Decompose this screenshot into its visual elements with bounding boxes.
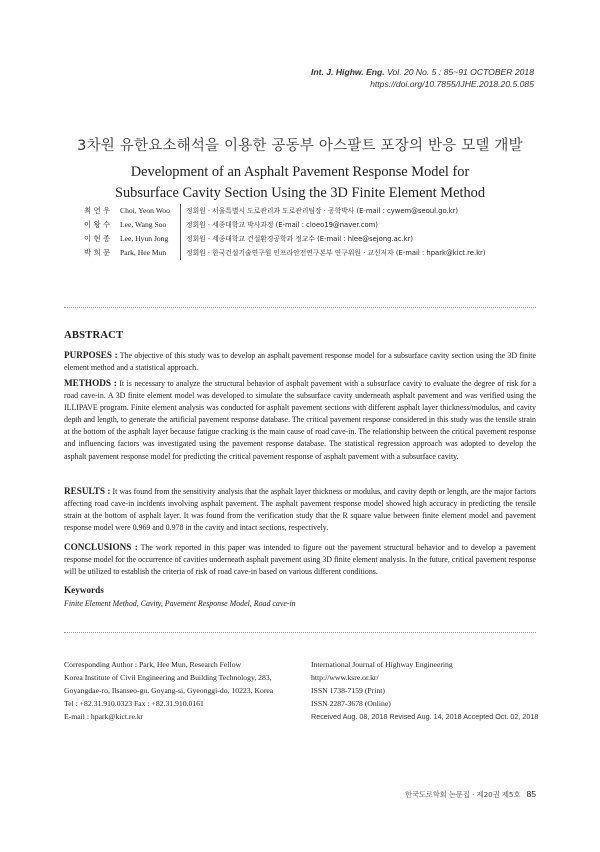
footer-journal-name: 한국도로학회 논문집 · 제20권 제5호 xyxy=(405,790,521,799)
journal-doi[interactable]: https://doi.org/10.7855/IJHE.2018.20.5.085 xyxy=(370,79,534,89)
abstract-heading: ABSTRACT xyxy=(64,330,124,341)
results-paragraph xyxy=(64,485,536,534)
author-name-en: Choi, Yeon Woo xyxy=(120,206,170,215)
conclusions-text: The work reported in this paper was intended to figure out the pavement structural behavior and to develop a pavement response model for the occurrence of cavities underneath asphalt pavement using 3D finite element analysis. In the future, critical pavement response will be utilized to establish the criteria of risk of road cave-in based on various different conditions. xyxy=(64,543,536,577)
author-name-ko: 이 왕 수 xyxy=(84,220,111,229)
author-name-ko: 박 희 문 xyxy=(84,248,111,257)
corresponding-author-block xyxy=(64,658,273,723)
corr-line: Goyangdae-ro, Ilsanseo-gu, Goyang-si, Gyeonggi-do, 10223, Korea xyxy=(64,686,274,696)
page-number: 85 xyxy=(526,789,536,799)
page-footer xyxy=(405,789,536,800)
methods-paragraph xyxy=(64,377,536,463)
results-text: It was found from the sensitivity analysis that the asphalt layer thickness or modulus, and cavity depth or length, are the major factors affecting road cave-in incidents involving asphalt pavement. The asphalt pavement response model showed high accuracy in predicting the tensile strain at the bottom of asphalt layer. It was found from the verification study that the R square value between finite element model and pavement response model were 0.969 and 0.978 in the cavity and intact sections, respectively. xyxy=(64,487,536,533)
corr-line: Tel : +82.31.910.0323 Fax : +82.31.910.0161 xyxy=(64,699,204,709)
author-list xyxy=(84,204,486,260)
author-affiliation: 정회원 · 한국건설기술연구원 인프라안전연구본부 연구위원 · 교신저자 (E-mail : hpark@kict.re.kr) xyxy=(180,246,486,260)
issn-online: ISSN 2287-3678 (Online) xyxy=(311,699,391,709)
section-divider xyxy=(64,632,536,633)
conclusions-label: CONCLUSIONS : xyxy=(64,542,138,552)
author-name-ko: 최 연 우 xyxy=(84,206,111,215)
author-affiliation: 정회원 · 세종대학교 건설환경공학과 정교수 (E-mail : hlee@sejong.ac.kr) xyxy=(180,232,413,246)
submission-dates: Received Aug. 08, 2018 Revised Aug. 14, 2018 Accepted Oct. 02, 2018 xyxy=(311,712,539,722)
issn-print: ISSN 1738-7159 (Print) xyxy=(311,686,385,696)
author-row xyxy=(84,232,486,246)
purposes-label: PURPOSES : xyxy=(64,350,118,360)
author-name-en: Lee, Hyun Jong xyxy=(120,234,169,243)
corr-line: Korea Institute of Civil Engineering and Building Technology, 283, xyxy=(64,673,272,683)
title-english xyxy=(0,162,600,204)
author-name-en: Lee, Wang Soo xyxy=(120,220,167,229)
author-row xyxy=(84,246,486,260)
methods-label: METHODS : xyxy=(64,378,117,388)
results-label: RESULTS : xyxy=(64,486,111,496)
journal-abbr: Int. J. Highw. Eng. xyxy=(311,67,385,77)
keywords-list: Finite Element Method, Cavity, Pavement Response Model, Road cave-in xyxy=(64,599,296,608)
purposes-paragraph xyxy=(64,349,536,374)
author-affiliation: 정회원 · 세종대학교 박사과정 (E-mail : cloeo19@naver.com) xyxy=(180,218,378,232)
journal-header xyxy=(311,66,534,90)
author-row xyxy=(84,204,486,218)
title-english-line1: Development of an Asphalt Pavement Response Model for xyxy=(130,164,470,180)
corr-line: Corresponding Author : Park, Hee Mun, Research Fellow xyxy=(64,660,241,669)
author-name-en: Park, Hee Mun xyxy=(120,248,167,257)
journal-info-block xyxy=(311,658,538,723)
title-korean: 3차원 유한요소해석을 이용한 공동부 아스팔트 포장의 반응 모델 개발 xyxy=(77,138,523,154)
purposes-text: The objective of this study was to develop an asphalt pavement response model for a subsurface cavity section using the 3D finite element method and a statistical approach. xyxy=(64,351,536,373)
journal-issue: Vol. 20 No. 5 : 85~91 OCTOBER 2018 xyxy=(387,67,534,77)
keywords-heading: Keywords xyxy=(64,585,104,595)
journal-url[interactable]: http://www.ksre.or.kr/ xyxy=(311,673,379,683)
corr-email: E-mail : hpark@kict.re.kr xyxy=(64,712,144,722)
section-divider xyxy=(64,307,536,308)
methods-text: It is necessary to analyze the structural behavior of asphalt pavement with a subsurface cavity to evaluate the degree of risk for a road cave-in. A 3D finite element model was developed to simulate the subsurface cavity underneath asphalt pavement and was verified using the ILLIPAVE program. Finite element analysis was conducted for asphalt pavement sections with different asphalt layer thickness/modulus, and cavity depth and length, to generate the artificial pavement response database. The critical pavement response considered in this study was the tensile strain at the bottom of the asphalt layer because fatigue cracking is the main cause of road cave-in. The relationship between the critical pavement response and influencing factors was investigated using the pavement response database. The statistical regression approach was adopted to develop the asphalt pavement response model for predicting the critical pavement response of asphalt pavement with a subsurface cavity. xyxy=(64,379,536,461)
conclusions-paragraph xyxy=(64,541,536,578)
author-name-ko: 이 현 종 xyxy=(84,234,111,243)
author-affiliation: 정회원 · 서울특별시 도로관리과 도로관리팀장 · 공학박사 (E-mail : cywem@seoul.go.kr) xyxy=(180,204,458,218)
journal-name: International Journal of Highway Engineering xyxy=(311,660,453,669)
journal-citation xyxy=(311,66,534,78)
title-english-line2: Subsurface Cavity Section Using the 3D Finite Element Method xyxy=(114,185,486,201)
author-row xyxy=(84,218,486,232)
